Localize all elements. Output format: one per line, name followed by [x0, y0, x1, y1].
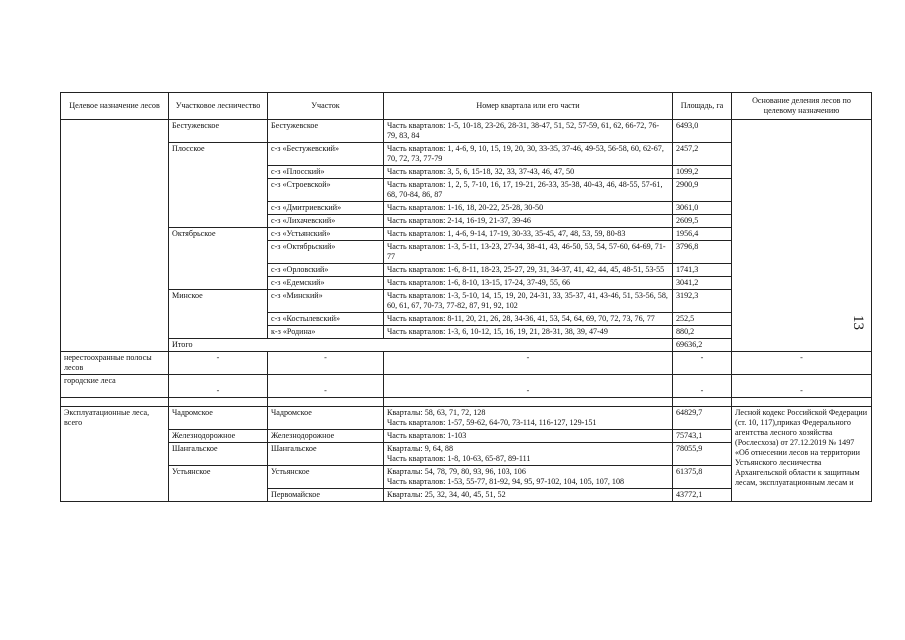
forestry-cell: Плосское	[169, 143, 268, 228]
header-plot: Участок	[268, 93, 384, 120]
total-label: Итого	[169, 339, 673, 352]
page-number: 13	[850, 315, 866, 330]
quarters-cell	[384, 466, 673, 489]
quarters-cell: Часть кварталов: 8-11, 20, 21, 26, 28, 34-36, 41, 53, 54, 64, 69, 70, 72, 73, 76, 77	[384, 313, 673, 326]
area-cell: 43772,1	[673, 489, 732, 502]
quarters-part: Часть кварталов: 1-8, 10-63, 65-87, 89-111	[387, 454, 531, 463]
plot-cell: с-з «Бестужевский»	[268, 143, 384, 166]
area-cell: 61375,8	[673, 466, 732, 489]
plot-cell: с-з «Плосский»	[268, 166, 384, 179]
area-cell: 1741,3	[673, 264, 732, 277]
dash-cell: -	[268, 352, 384, 375]
quarters-part: Часть кварталов: 1-57, 59-62, 64-70, 73-114, 116-127, 129-151	[387, 418, 597, 427]
plot-cell: Устьянское	[268, 466, 384, 489]
header-purpose: Целевое назначение лесов	[61, 93, 169, 120]
dash-cell: -	[732, 352, 872, 375]
plot-cell: Первомайское	[268, 489, 384, 502]
plot-cell: с-з «Лихачевский»	[268, 215, 384, 228]
forest-purpose-table	[60, 92, 872, 502]
quarters-cell: Часть кварталов: 1-103	[384, 430, 673, 443]
quarters-cell: Часть кварталов: 1-6, 8-11, 18-23, 25-27, 29, 31, 34-37, 41, 42, 44, 45, 48-51, 53-55	[384, 264, 673, 277]
quarters-cell	[384, 443, 673, 466]
quarters-cell: Часть кварталов: 1-3, 6, 10-12, 15, 16, 19, 21, 28-31, 38, 39, 47-49	[384, 326, 673, 339]
quarters-part: Часть кварталов: 1-53, 55-77, 81-92, 94, 95, 97-102, 104, 105, 107, 108	[387, 477, 625, 486]
table-row	[61, 120, 872, 143]
purpose-cell-exploitation: Эксплуатационные леса, всего	[61, 407, 169, 502]
forestry-cell: Октябрьское	[169, 228, 268, 290]
dash-cell: -	[169, 375, 268, 398]
quarters-full: Кварталы: 58, 63, 71, 72, 128	[387, 408, 486, 417]
plot-cell: с-з «Орловский»	[268, 264, 384, 277]
plot-cell: с-з «Дмитриевский»	[268, 202, 384, 215]
table-header-row	[61, 93, 872, 120]
area-cell: 78055,9	[673, 443, 732, 466]
area-cell: 3796,8	[673, 241, 732, 264]
quarters-cell: Часть кварталов: 1-16, 18, 20-22, 25-28, 30-50	[384, 202, 673, 215]
area-cell: 252,5	[673, 313, 732, 326]
quarters-cell: Часть кварталов: 2-14, 16-19, 21-37, 39-46	[384, 215, 673, 228]
dash-cell: -	[673, 375, 732, 398]
dash-cell: -	[169, 352, 268, 375]
area-cell: 3192,3	[673, 290, 732, 313]
dash-cell: -	[268, 375, 384, 398]
forestry-cell: Бестужевское	[169, 120, 268, 143]
dash-cell: -	[384, 375, 673, 398]
header-forestry: Участковое лесничество	[169, 93, 268, 120]
plot-cell: Шангальское	[268, 443, 384, 466]
area-cell: 880,2	[673, 326, 732, 339]
spacer-row	[61, 398, 872, 407]
quarters-cell: Часть кварталов: 1, 2, 5, 7-10, 16, 17, 19-21, 26-33, 35-38, 40-43, 46, 48-55, 57-61, 68, 70-84, 86, 87	[384, 179, 673, 202]
plot-cell: Железнодорожное	[268, 430, 384, 443]
plot-cell: с-з «Строевской»	[268, 179, 384, 202]
table-row	[61, 407, 872, 430]
plot-cell: Бестужевское	[268, 120, 384, 143]
area-cell: 1956,4	[673, 228, 732, 241]
area-cell: 3041,2	[673, 277, 732, 290]
quarters-cell: Часть кварталов: 1-3, 5-10, 14, 15, 19, 20, 24-31, 33, 35-37, 41, 43-46, 51, 53-56, 58, 60, 61, 67, 70-73, 77-82, 87, 91, 92, 102	[384, 290, 673, 313]
quarters-cell: Часть кварталов: 3, 5, 6, 15-18, 32, 33, 37-43, 46, 47, 50	[384, 166, 673, 179]
forestry-cell: Железнодорожное	[169, 430, 268, 443]
purpose-cell-city: городские леса	[61, 375, 169, 398]
forestry-cell: Шангальское	[169, 443, 268, 466]
quarters-cell: Кварталы: 25, 32, 34, 40, 45, 51, 52	[384, 489, 673, 502]
quarters-cell	[384, 407, 673, 430]
forestry-cell: Минское	[169, 290, 268, 339]
dash-cell: -	[384, 352, 673, 375]
quarters-full: Кварталы: 54, 78, 79, 80, 93, 96, 103, 106	[387, 467, 526, 476]
area-cell: 75743,1	[673, 430, 732, 443]
quarters-cell: Часть кварталов: 1-6, 8-10, 13-15, 17-24, 37-49, 55, 66	[384, 277, 673, 290]
forestry-cell: Устьянское	[169, 466, 268, 502]
quarters-cell: Часть кварталов: 1-5, 10-18, 23-26, 28-31, 38-47, 51, 52, 57-59, 61, 62, 66-72, 76-79, 83, 84	[384, 120, 673, 143]
quarters-cell: Часть кварталов: 1, 4-6, 9, 10, 15, 19, 20, 30, 33-35, 37-46, 49-53, 56-58, 60, 62-67, 70, 72, 73, 77-79	[384, 143, 673, 166]
header-basis: Основание деления лесов по целевому назначению	[732, 93, 872, 120]
plot-cell: с-з «Устьянский»	[268, 228, 384, 241]
dash-cell: -	[732, 375, 872, 398]
total-area: 69636,2	[673, 339, 732, 352]
area-cell: 1099,2	[673, 166, 732, 179]
spawning-row	[61, 352, 872, 375]
quarters-cell: Часть кварталов: 1-3, 5-11, 13-23, 27-34, 38-41, 43, 46-50, 53, 54, 57-60, 64-69, 71-77	[384, 241, 673, 264]
area-cell: 64829,7	[673, 407, 732, 430]
header-quarters: Номер квартала или его части	[384, 93, 673, 120]
purpose-cell-protective	[61, 120, 169, 352]
quarters-full: Кварталы: 9, 64, 88	[387, 444, 454, 453]
plot-cell: с-з «Октябрьский»	[268, 241, 384, 264]
area-cell: 2457,2	[673, 143, 732, 166]
area-cell: 2609,5	[673, 215, 732, 228]
plot-cell: с-з «Едемский»	[268, 277, 384, 290]
header-area: Площадь, га	[673, 93, 732, 120]
forestry-cell: Чадромское	[169, 407, 268, 430]
plot-cell: с-з «Минский»	[268, 290, 384, 313]
dash-cell: -	[673, 352, 732, 375]
city-forest-row	[61, 375, 872, 398]
plot-cell: к-з «Родина»	[268, 326, 384, 339]
plot-cell: Чадромское	[268, 407, 384, 430]
plot-cell: с-з «Костылевский»	[268, 313, 384, 326]
purpose-cell-spawning: нерестоохранные полосы лесов	[61, 352, 169, 375]
quarters-cell: Часть кварталов: 1, 4-6, 9-14, 17-19, 30-33, 35-45, 47, 48, 53, 59, 80-83	[384, 228, 673, 241]
basis-cell-exploitation: Лесной кодекс Российской Федерации (ст. 10, 117),приказ Федерального агентства лесного хозяйства (Рослесхоза) от 27.12.2019 № 1497 «Об отнесении лесов на территории Устьянского лесничества Архангельской области к защитным лесам, эксплуатационным лесам и	[732, 407, 872, 502]
area-cell: 2900,9	[673, 179, 732, 202]
area-cell: 3061,0	[673, 202, 732, 215]
area-cell: 6493,0	[673, 120, 732, 143]
